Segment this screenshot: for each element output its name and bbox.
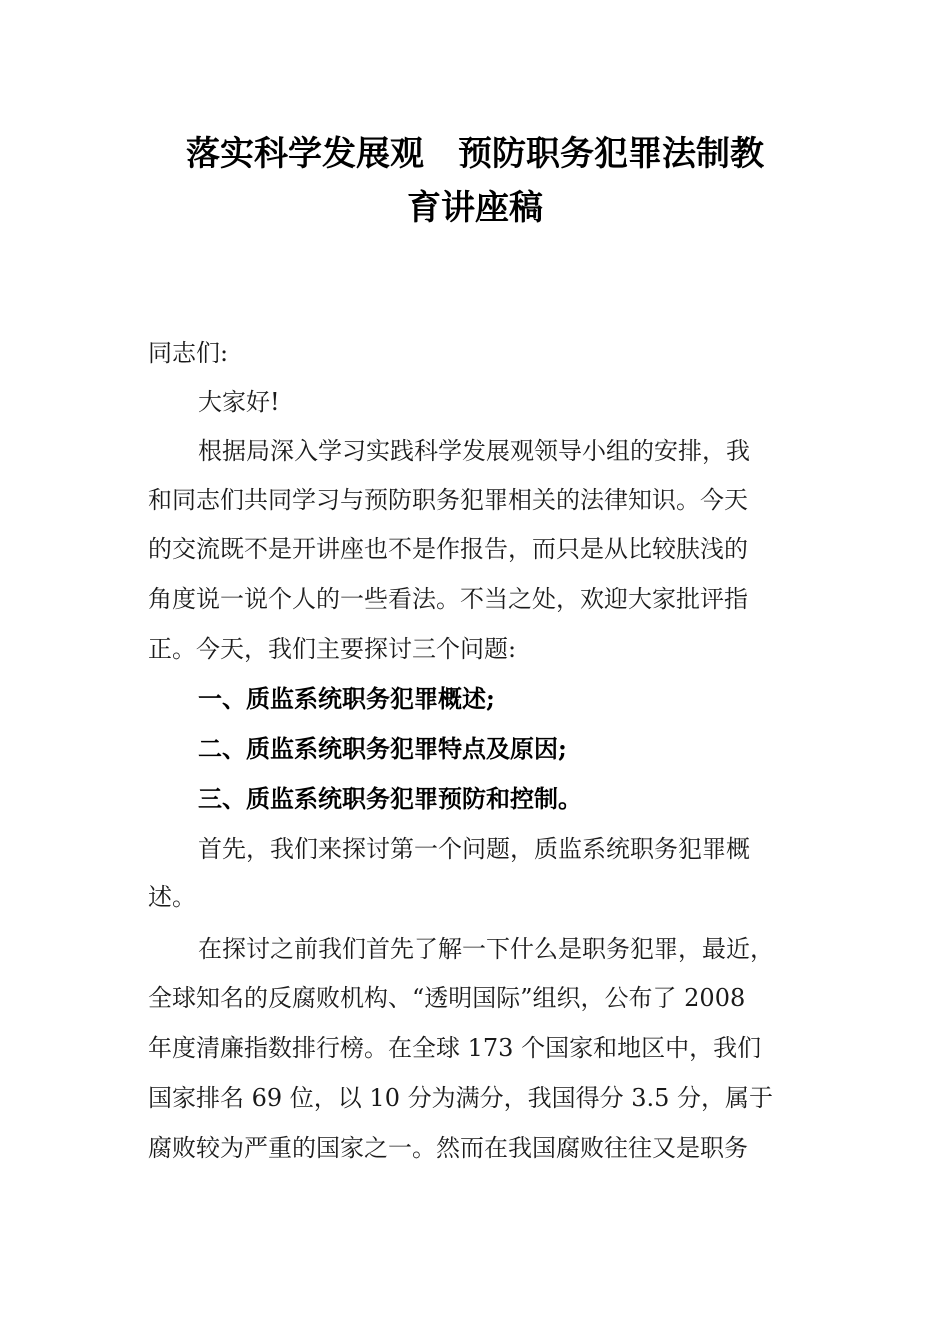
paragraph-3-line-4: 国家排名 69 位，以 10 分为满分，我国得分 3.5 分，属于 xyxy=(148,1084,774,1112)
paragraph-2-line-2: 述。 xyxy=(148,883,196,911)
paragraph-1-line-4: 角度说一说个人的一些看法。不当之处，欢迎大家批评指 xyxy=(148,585,748,613)
paragraph-3-line-3: 年度清廉指数排行榜。在全球 173 个国家和地区中，我们 xyxy=(148,1034,762,1062)
greeting: 大家好! xyxy=(198,388,280,416)
paragraph-3-line-1: 在探讨之前我们首先了解一下什么是职务犯罪，最近， xyxy=(198,935,774,963)
topic-2: 二、质监系统职务犯罪特点及原因; xyxy=(198,734,567,763)
topic-1: 一、质监系统职务犯罪概述; xyxy=(198,684,495,713)
paragraph-1-line-2: 和同志们共同学习与预防职务犯罪相关的法律知识。今天 xyxy=(148,486,748,514)
topic-3: 三、质监系统职务犯罪预防和控制。 xyxy=(198,784,582,813)
document-title-line-1: 落实科学发展观 预防职务犯罪法制教 xyxy=(186,134,764,174)
salutation: 同志们: xyxy=(148,339,229,367)
paragraph-3-line-2: 全球知名的反腐败机构、“透明国际”组织，公布了 2008 xyxy=(148,984,746,1012)
document-title-line-2: 育讲座稿 xyxy=(407,188,543,228)
paragraph-1-line-3: 的交流既不是开讲座也不是作报告，而只是从比较肤浅的 xyxy=(148,535,748,563)
paragraph-3-line-5: 腐败较为严重的国家之一。然而在我国腐败往往又是职务 xyxy=(148,1134,748,1162)
paragraph-1-line-5: 正。今天，我们主要探讨三个问题: xyxy=(148,635,517,663)
paragraph-1-line-1: 根据局深入学习实践科学发展观领导小组的安排，我 xyxy=(198,437,750,465)
paragraph-2-line-1: 首先，我们来探讨第一个问题，质监系统职务犯罪概 xyxy=(198,835,750,863)
